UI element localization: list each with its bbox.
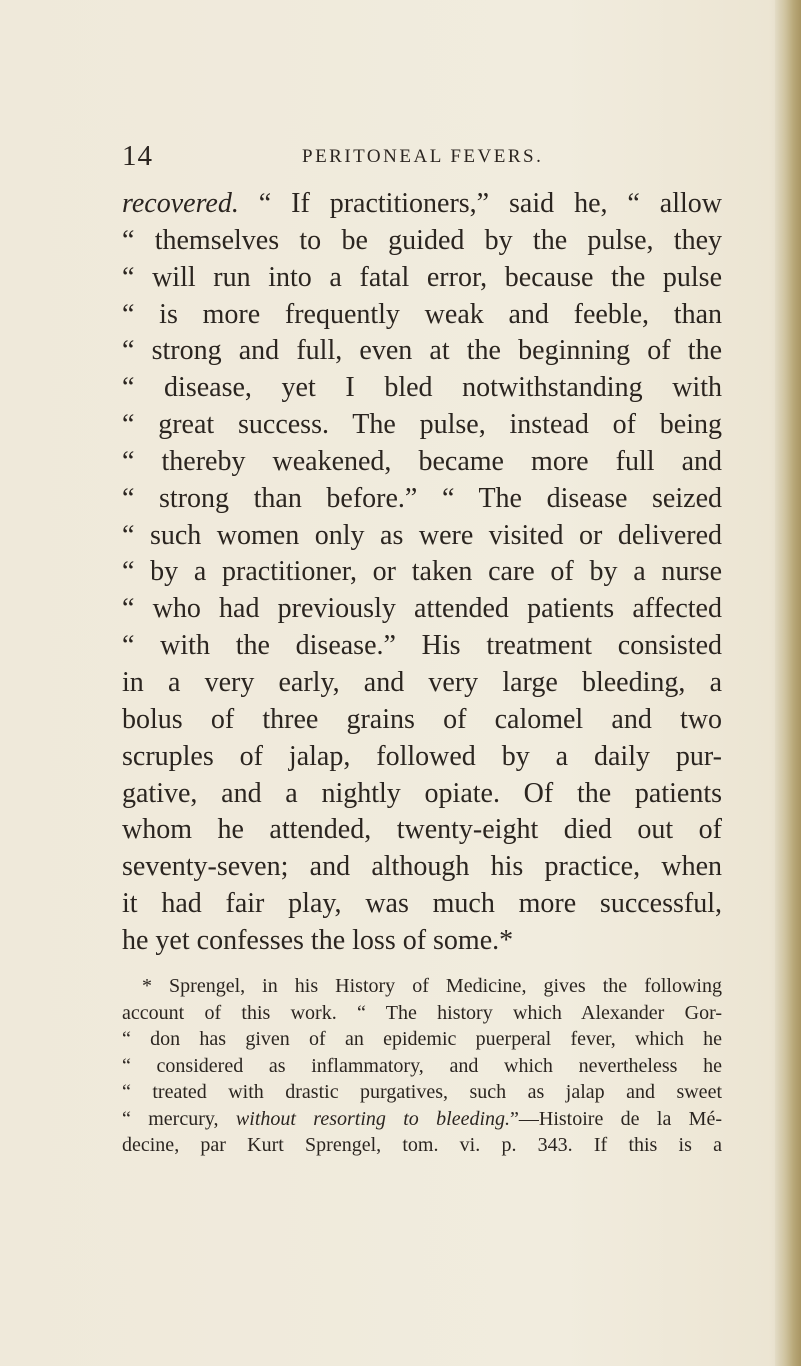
text-line: “ is more frequently weak and feeble, than	[122, 298, 722, 330]
footnote-line: “ considered as inflammatory, and which nevertheless he	[122, 1054, 722, 1077]
text-line: seventy-seven; and although his practice, when	[122, 851, 722, 883]
text-line: “ will run into a fatal error, because the pulse	[122, 261, 722, 293]
page-header	[0, 140, 801, 170]
text-line: bolus of three grains of calomel and two	[122, 703, 722, 735]
text-line: “ great success. The pulse, instead of being	[122, 409, 722, 441]
footnote-line: * Sprengel, in his History of Medicine, gives the following	[142, 975, 722, 997]
page-number: 14	[122, 140, 153, 172]
text-line: he yet confesses the loss of some.*	[122, 924, 514, 956]
page-edge	[775, 0, 801, 1366]
text-line: “ by a practitioner, or taken care of by a nurse	[122, 556, 722, 588]
text-line: gative, and a nightly opiate. Of the patients	[122, 777, 722, 809]
text-line: “ such women only as were visited or delivered	[122, 519, 722, 551]
footnote-line: decine, par Kurt Sprengel, tom. vi. p. 343. If this is a	[122, 1134, 722, 1156]
text-line: “ disease, yet I bled notwithstanding with	[122, 372, 722, 404]
footnote-line: “ don has given of an epidemic puerperal fever, which he	[122, 1028, 722, 1050]
text-line: “ themselves to be guided by the pulse, they	[122, 224, 722, 256]
footnote-line: account of this work. “ The history which Alexander Gor-	[122, 1001, 722, 1024]
text-line: “ strong than before.” “ The disease seized	[122, 482, 722, 514]
text-line: “ with the disease.” His treatment consisted	[122, 630, 722, 662]
text-line: whom he attended, twenty-eight died out of	[122, 814, 722, 846]
body-text	[122, 186, 722, 960]
running-title: PERITONEAL FEVERS.	[302, 146, 544, 167]
text-line: “ strong and full, even at the beginning of the	[122, 335, 722, 367]
text-line: it had fair play, was much more successful,	[122, 888, 722, 920]
text-line: scruples of jalap, followed by a daily pur-	[122, 740, 722, 772]
text-line: “ who had previously attended patients affected	[122, 593, 722, 625]
footnote	[122, 973, 722, 1159]
text-line: recovered. “ If practitioners,” said he, “ allow	[122, 188, 722, 219]
text-line: in a very early, and very large bleeding, a	[122, 666, 722, 698]
text-line: “ thereby weakened, became more full and	[122, 445, 722, 477]
footnote-line: “ mercury, without resorting to bleeding.”—Histoire de la Mé-	[122, 1107, 723, 1130]
footnote-line: “ treated with drastic purgatives, such as jalap and sweet	[122, 1081, 722, 1103]
